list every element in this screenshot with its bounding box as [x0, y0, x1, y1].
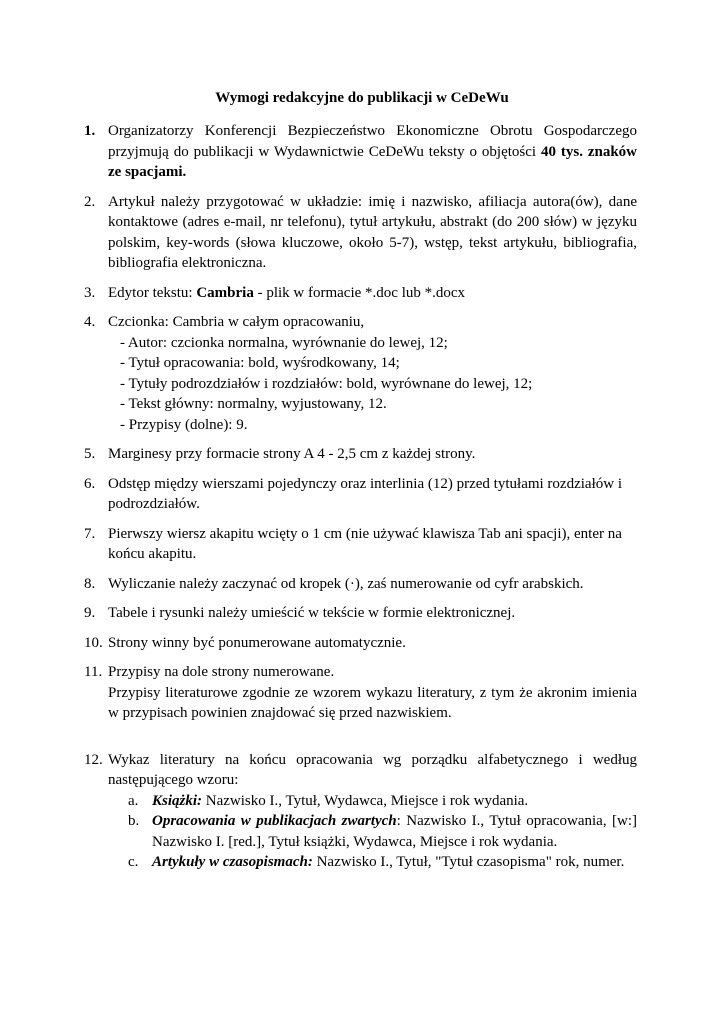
sub-item-text: Nazwisko I., Tytuł, "Tytuł czasopisma" rok, numer. [312, 854, 625, 870]
item-text: Przypisy literaturowe zgodnie ze wzorem wykazu literatury, z tym że akronim imienia w przypisach powinien znajdować się przed nazwiskiem. [108, 684, 637, 721]
item-text: Odstęp między wierszami pojedynczy oraz interlinia (12) przed tytułami rozdziałów i podrozdziałów. [108, 475, 622, 512]
list-item [84, 192, 637, 274]
sub-list-item [128, 811, 637, 852]
item-text: Tabele i rysunki należy umieścić w tekście w formie elektronicznej. [108, 605, 516, 621]
item-number: 10. [84, 634, 103, 651]
document-title: Wymogi redakcyjne do publikacji w CeDeWu [215, 90, 509, 106]
requirements-list [84, 121, 637, 882]
list-item [84, 662, 637, 724]
sub-item-label: Opracowania w publikacjach zwartych [152, 813, 397, 829]
item-number: 6. [84, 475, 96, 492]
item-text: Wyliczanie należy zaczynać od kropek (·), zaś numerowanie od cyfr arabskich. [108, 575, 584, 592]
sub-item: - Tytuły podrozdziałów i rozdziałów: bold, wyrównane do lewej, 12; [120, 375, 533, 392]
list-item [84, 312, 637, 435]
item-number: 11. [84, 664, 103, 680]
item-number: 1. [84, 123, 96, 139]
item-text: Edytor tekstu: [108, 284, 197, 301]
list-item [84, 633, 637, 654]
item-number: 8. [84, 575, 96, 592]
item-number: 3. [84, 284, 96, 301]
item-text-bold: 40 tys. znaków ze spacjami. [108, 143, 638, 180]
sub-item-text: : Nazwisko I., Tytuł opracowania, [w:] Nazwisko I. [red.], Tytuł książki, Wydawca, Miejsce i rok wydania. [152, 813, 637, 850]
sub-item: - Autor: czcionka normalna, wyrównanie do lewej, 12; [120, 334, 448, 351]
list-item [84, 283, 637, 304]
item-text: Wykaz literatury na końcu opracowania wg porządku alfabetycznego i według następującego wzoru: [108, 751, 637, 788]
sub-item-letter: c. [128, 854, 139, 870]
item-text: Czcionka: Cambria w całym opracowaniu, [108, 314, 365, 330]
item-number: 7. [84, 525, 96, 542]
item-text: Marginesy przy formacie strony A 4 - 2,5 cm z każdej strony. [108, 446, 476, 462]
sub-item-label: Książki: [152, 792, 203, 809]
item-text: Przypisy na dole strony numerowane. [108, 664, 335, 680]
list-item [84, 474, 637, 515]
item-text: Artykuł należy przygotować w układzie: imię i nazwisko, afiliacja autora(ów), dane kontaktowe (adres e-mail, nr telefonu), tytuł artykułu, abstrakt (do 200 słów) w języku polskim, key-words (słowa kluczowe, około 5-7), wstęp, tekst artykułu, bibliografia, bibliografia elektroniczna. [108, 193, 637, 271]
sub-list [108, 791, 637, 873]
sub-item-text: Nazwisko I., Tytuł, Wydawca, Miejsce i rok wydania. [202, 792, 529, 809]
list-item [84, 121, 637, 183]
list-item [84, 574, 637, 595]
sub-item-label: Artykuły w czasopismach: [152, 854, 313, 870]
list-item [84, 444, 637, 465]
sub-item-letter: b. [128, 813, 140, 829]
item-text: Pierwszy wiersz akapitu wcięty o 1 cm (nie używać klawisza Tab ani spacji), enter na końcu akapitu. [108, 525, 622, 562]
item-text: - plik w formacie *.doc lub *.docx [253, 284, 466, 301]
item-number: 2. [84, 193, 96, 210]
item-number: 9. [84, 605, 96, 621]
item-text-bold: Cambria [196, 284, 254, 301]
item-number: 4. [84, 314, 96, 330]
list-item [84, 603, 637, 624]
sub-item: - Przypisy (dolne): 9. [120, 416, 248, 433]
item-text: Strony winny być ponumerowane automatycznie. [108, 634, 406, 651]
sub-item: - Tekst główny: normalny, wyjustowany, 12. [120, 396, 387, 412]
sub-list-item [128, 852, 637, 873]
list-item [84, 524, 637, 565]
item-text: Organizatorzy Konferencji Bezpieczeństwo Ekonomiczne Obrotu Gospodarczego przyjmują do publikacji w Wydawnictwie CeDeWu teksty o objętości [108, 123, 637, 160]
sub-list-item [128, 791, 637, 812]
list-item [84, 750, 637, 873]
item-number: 12. [84, 751, 103, 768]
item-number: 5. [84, 446, 96, 462]
sub-item-letter: a. [128, 792, 139, 809]
sub-item: - Tytuł opracowania: bold, wyśrodkowany, 14; [120, 355, 400, 371]
